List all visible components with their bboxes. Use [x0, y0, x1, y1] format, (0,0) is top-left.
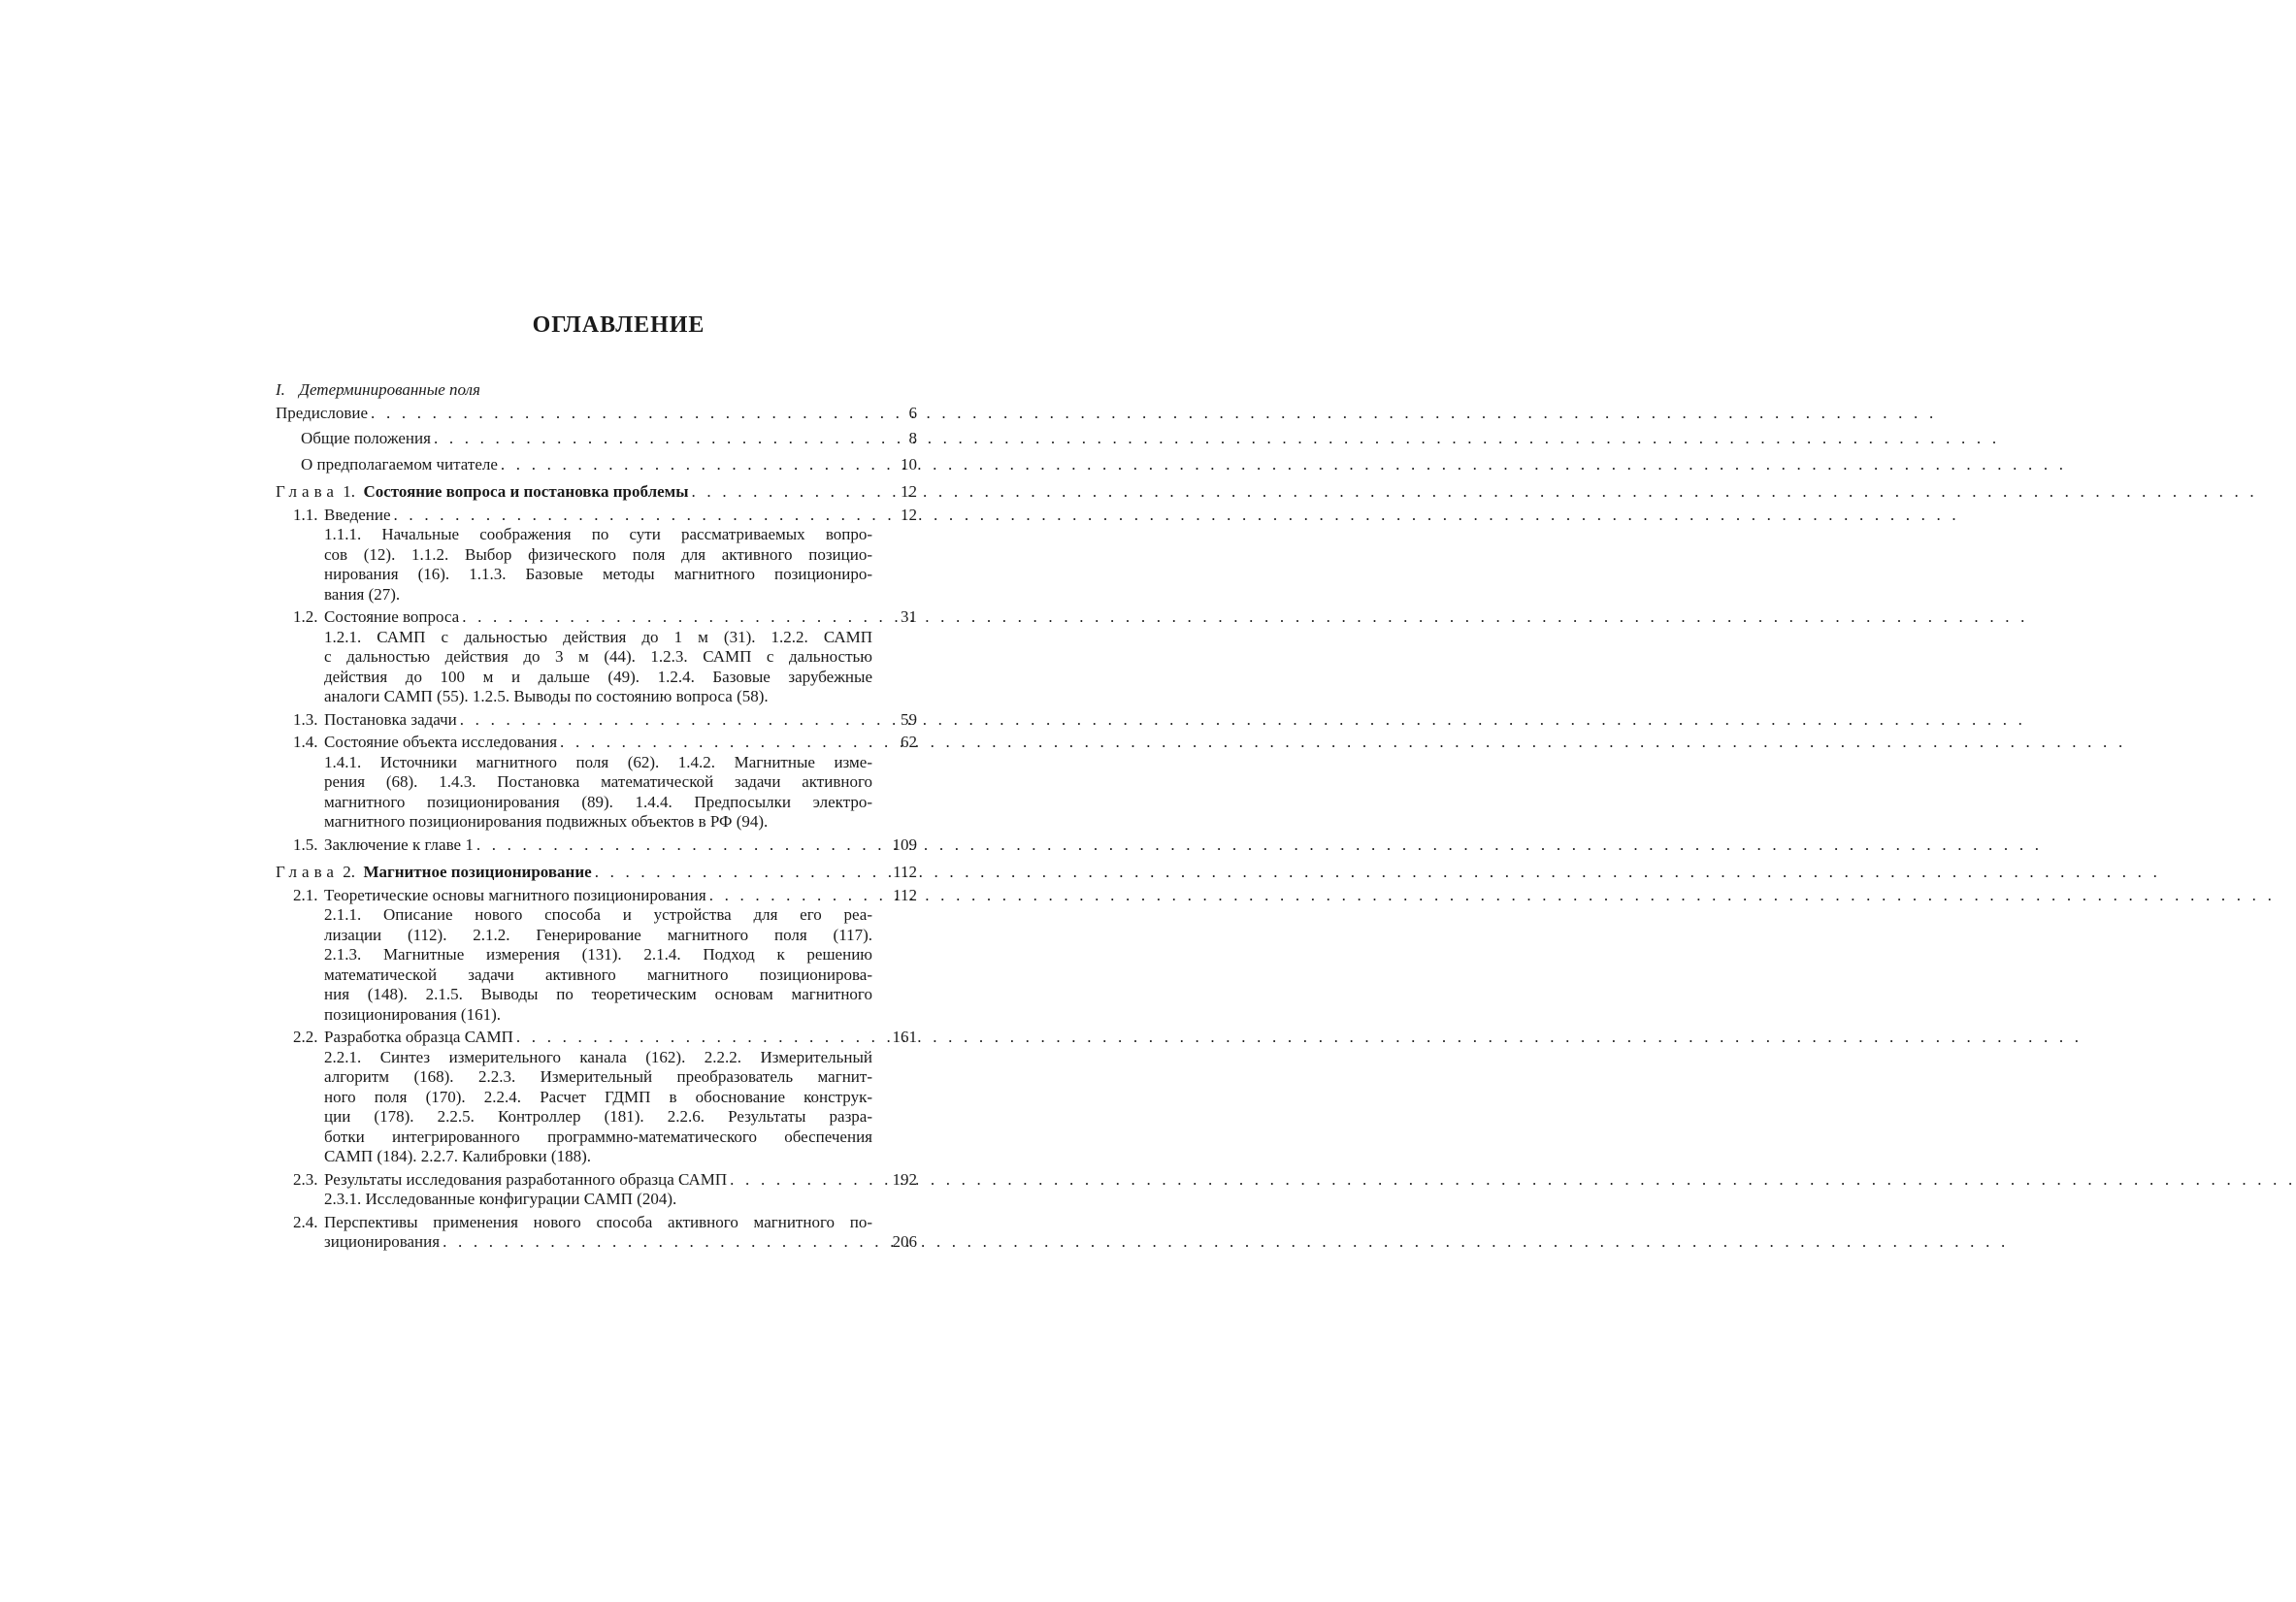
section-number: 1.2. [293, 607, 318, 626]
subsection-line: аналоги САМП (55). 1.2.5. Выводы по состоянию вопроса (58). [324, 687, 769, 705]
toc-section[interactable] [276, 1028, 917, 1167]
chapter-number: 1. [343, 482, 355, 501]
toc-entry-general[interactable] [276, 429, 917, 449]
subsection-line: нирования (16). 1.1.3. Базовые методы магнитного позициониро- [324, 565, 872, 583]
dot-leader [457, 710, 872, 731]
section-number: 1.1. [293, 505, 318, 524]
subsection-line: 1.2.1. САМП с дальностью действия до 1 м (31). 1.2.2. САМП [324, 627, 872, 646]
section-number: 2.2. [293, 1028, 318, 1046]
dot-leader [368, 404, 872, 424]
table-of-contents [276, 380, 917, 1253]
toc-chapter-1[interactable] [276, 482, 917, 503]
toc-page-number: 8 [908, 429, 917, 447]
section-number: 2.4. [293, 1212, 318, 1231]
subsection-line: ции (178). 2.2.5. Контроллер (181). 2.2.6. Результаты разра- [324, 1107, 872, 1126]
subsection-line: математической задачи активного магнитного позиционирова- [324, 964, 872, 984]
toc-entry-title: Общие положения [301, 429, 431, 447]
subsection-line: лизации (112). 2.1.2. Генерирование магнитного поля (117). [324, 925, 872, 944]
toc-page-number: 62 [901, 733, 917, 751]
subsection-line: ния (148). 2.1.5. Выводы по теоретическим основам магнитного [324, 985, 872, 1003]
chapter-heading [276, 482, 689, 503]
toc-page-number: 112 [893, 863, 917, 881]
subsection-list [324, 525, 917, 605]
chapter-word: Глава [276, 482, 339, 501]
subsection-line: алгоритм (168). 2.2.3. Измерительный преобразователь магнит- [324, 1067, 872, 1086]
toc-page-number: 206 [892, 1232, 917, 1251]
section-number: 1.4. [293, 733, 318, 751]
section-number: 2.1. [293, 885, 318, 904]
toc-entry-reader[interactable] [276, 455, 917, 475]
section-number: 2.3. [293, 1169, 318, 1189]
subsection-list [324, 753, 917, 833]
subsection-list [324, 1048, 917, 1167]
toc-page-number: 10 [901, 454, 917, 474]
toc-page-number: 31 [901, 607, 917, 626]
dot-leader [431, 429, 872, 449]
toc-entry-title: Предисловие [276, 403, 369, 422]
chapter-number: 2. [343, 863, 355, 881]
section-title: Введение [324, 505, 391, 524]
dot-leader [557, 733, 872, 753]
subsection-line: вания (27). [324, 584, 401, 604]
section-title: Постановка задачи [324, 709, 457, 729]
chapter-title: Магнитное позиционирование [363, 863, 592, 881]
section-title: Теоретические основы магнитного позиционирования [324, 885, 706, 904]
section-title: Разработка образца САМП [324, 1028, 513, 1046]
subsection-line: сов (12). 1.1.2. Выбор физического поля для активного позицио- [324, 544, 872, 564]
subsection-line: позиционирования (161). [324, 1004, 501, 1024]
subsection-line: действия до 100 м и дальше (49). 1.2.4. Базовые зарубежные [324, 667, 872, 686]
subsection-line: 1.1.1. Начальные соображения по сути рассматриваемых вопро- [324, 525, 872, 543]
subsection-line: магнитного позиционирования подвижных объектов в РФ (94). [324, 812, 769, 831]
toc-page-number: 161 [892, 1028, 917, 1046]
chapter-word: Глава [276, 863, 339, 881]
toc-page-number: 6 [908, 403, 917, 422]
subsection-line: 2.1.1. Описание нового способа и устройства для его реа- [324, 905, 872, 924]
dot-leader [513, 1028, 872, 1048]
dot-leader [474, 835, 872, 856]
toc-entry-preface[interactable] [276, 404, 917, 424]
dot-leader [459, 607, 872, 628]
toc-section[interactable] [276, 607, 917, 707]
subsection-list [324, 628, 917, 707]
subsection-line: с дальностью действия до 3 м (44). 1.2.3. САМП с дальностью [324, 647, 872, 666]
toc-section[interactable] [276, 886, 917, 1026]
subsection-line: магнитного позиционирования (89). 1.4.4. Предпосылки электро- [324, 792, 872, 811]
subsection-line: ботки интегрированного программно-математического обеспечения [324, 1127, 872, 1146]
part-heading [276, 380, 917, 401]
toc-chapter-2[interactable] [276, 863, 917, 883]
toc-page-number: 109 [892, 834, 917, 854]
dot-leader [440, 1232, 872, 1253]
toc-page-number: 12 [901, 482, 917, 501]
subsection-list [324, 1190, 917, 1210]
section-title: Заключение к главе 1 [324, 834, 474, 854]
toc-page-number: 192 [892, 1169, 917, 1189]
chapter-title: Состояние вопроса и постановка проблемы [363, 482, 689, 501]
toc-section[interactable] [276, 733, 917, 833]
dot-leader [706, 886, 872, 906]
toc-page-number: 59 [901, 709, 917, 729]
toc-page-number: 112 [893, 885, 917, 904]
dot-leader [592, 863, 872, 883]
chapter-heading [276, 863, 592, 883]
dot-leader [498, 455, 872, 475]
toc-page-number: 12 [901, 505, 917, 524]
section-title-continued: зиционирования [324, 1232, 441, 1251]
section-title: Состояние вопроса [324, 607, 460, 626]
section-title: Результаты исследования разработанного образца САМП [324, 1169, 728, 1189]
subsection-line: 1.4.1. Источники магнитного поля (62). 1.4.2. Магнитные изме- [324, 752, 872, 771]
subsection-list [324, 905, 917, 1025]
toc-entry-title: О предполагаемом читателе [301, 454, 498, 474]
subsection-line: 2.3.1. Исследованные конфигурации САМП (204). [324, 1190, 677, 1208]
dot-leader [689, 482, 872, 503]
subsection-line: ного поля (170). 2.2.4. Расчет ГДМП в обоснование конструк- [324, 1087, 872, 1106]
subsection-line: САМП (184). 2.2.7. Калибровки (188). [324, 1147, 591, 1165]
toc-section[interactable] [276, 506, 917, 605]
subsection-line: рения (68). 1.4.3. Постановка математической задачи активного [324, 772, 872, 791]
section-number: 1.3. [293, 709, 318, 729]
dot-leader [391, 506, 872, 526]
toc-section[interactable] [276, 1213, 917, 1253]
dot-leader [727, 1170, 872, 1191]
section-title: Перспективы применения нового способа активного магнитного по- [324, 1212, 872, 1231]
page-title: ОГЛАВЛЕНИЕ [532, 312, 705, 338]
toc-section[interactable] [276, 1170, 917, 1210]
toc-section[interactable] [276, 710, 917, 731]
toc-section[interactable] [276, 835, 917, 856]
subsection-line: 2.2.1. Синтез измерительного канала (162). 2.2.2. Измерительный [324, 1047, 872, 1066]
section-title: Состояние объекта исследования [324, 733, 558, 751]
section-number: 1.5. [293, 834, 318, 854]
subsection-line: 2.1.3. Магнитные измерения (131). 2.1.4. Подход к решению [324, 945, 872, 964]
part-number: I. [276, 380, 285, 399]
part-title: Детерминированные поля [299, 380, 480, 399]
